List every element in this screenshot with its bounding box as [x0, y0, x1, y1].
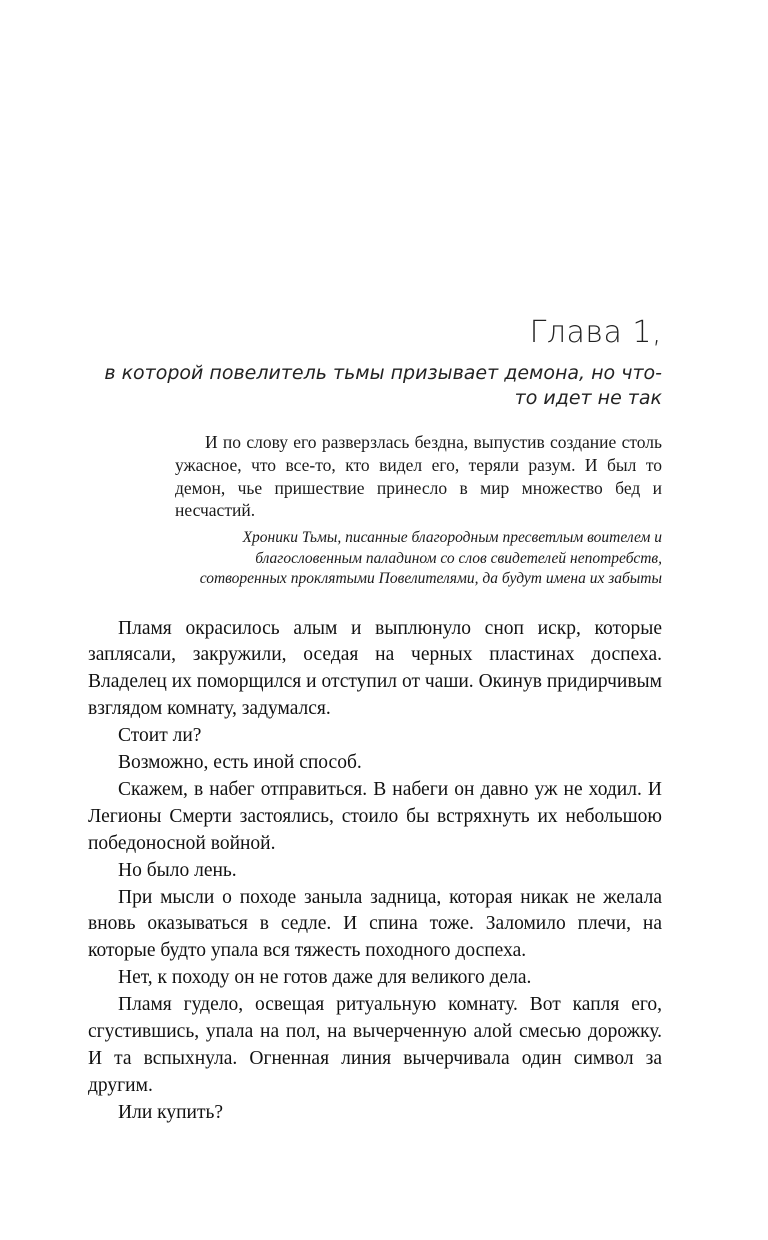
paragraph: Стоит ли?	[118, 725, 202, 747]
paragraph: Пламя окрасилось алым и выплюнуло сноп искр, которые заплясали, закружили, оседая на черных пластинах доспеха. Владелец их поморщился и отступил от чаши. Окинув придирчивым взглядом комнату, задумался.	[88, 617, 662, 720]
paragraph: Но было лень.	[118, 859, 237, 881]
epigraph-text: И по слову его разверзлась бездна, выпустив создание столь ужасное, что все-то, кто видел его, теряли разум. И был то демон, чье пришествие принесло в мир множество бед и несчастий.	[175, 432, 662, 521]
chapter-subtitle: в которой повелитель тьмы призывает демона, но что-то идет не так	[104, 362, 662, 410]
body-text	[88, 616, 662, 1127]
epigraph-source: Хроники Тьмы, писанные благородным пресветлым воителем и благословенным паладином со слов свидетелей непотребств, сотворенных проклятыми Повелителями, да будут имена их забыты	[199, 529, 662, 588]
paragraph: Скажем, в набег отправиться. В набеги он давно уж не ходил. И Легионы Смерти застоялись, стоило бы встряхнуть их небольшою победоносной войной.	[88, 778, 662, 854]
chapter-title: Глава 1,	[529, 315, 662, 350]
paragraph: Или купить?	[118, 1101, 224, 1123]
paragraph: При мысли о походе заныла задница, которая никак не желала вновь оказываться в седле. И спина тоже. Заломило плечи, на которые будто упала вся тяжесть походного доспеха.	[88, 886, 662, 962]
paragraph: Нет, к походу он не готов даже для великого дела.	[118, 967, 532, 989]
paragraph: Пламя гудело, освещая ритуальную комнату. Вот капля его, сгустившись, упала на пол, на вычерченную алой смесью дорожку. И та вспыхнула. Огненная линия вычерчивала один символ за другим.	[88, 994, 662, 1096]
paragraph: Возможно, есть иной способ.	[118, 752, 362, 774]
